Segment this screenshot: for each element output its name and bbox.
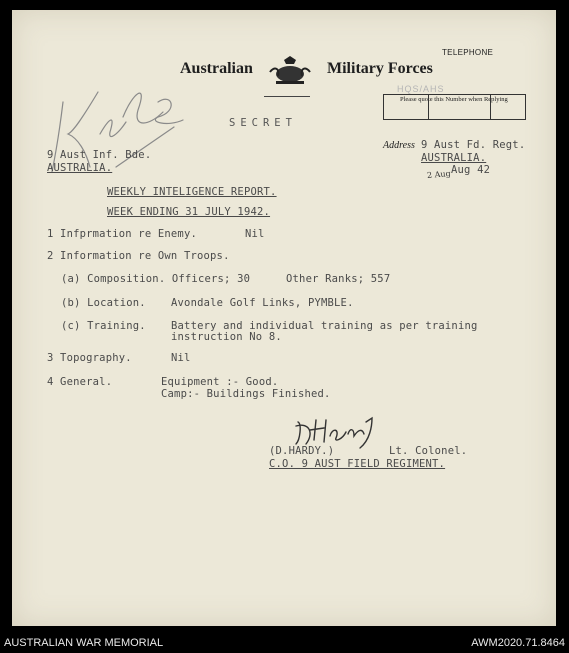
reference-box-2 <box>428 94 491 120</box>
item-2a-label: (a) Composition. Officers; 30 <box>61 273 251 285</box>
report-subtitle: WEEK ENDING 31 JULY 1942. <box>107 206 271 218</box>
reference-box-1 <box>383 94 429 120</box>
item-4-label: 4 General. <box>47 376 113 388</box>
footer-institution: AUSTRALIAN WAR MEMORIAL <box>4 637 164 649</box>
signatory-name: (D.HARDY.) <box>269 445 335 457</box>
to-line-1: 9 Aust Inf. Bde. <box>47 149 152 161</box>
letterhead-rule <box>264 96 310 97</box>
address-line-3: Aug 42 <box>451 164 491 176</box>
coat-of-arms-crest <box>266 56 314 86</box>
quote-note: Please quote this Number when Replying <box>400 96 508 103</box>
reference-stamp: HQS/AHS <box>397 84 445 94</box>
classification: SECRET <box>229 117 297 129</box>
item-2b-value: Avondale Golf Links, PYMBLE. <box>171 297 354 309</box>
item-2c-line-1: Battery and individual training as per training <box>171 320 478 332</box>
address-label: Address <box>383 140 415 151</box>
signatory-rank: Lt. Colonel. <box>389 445 468 457</box>
item-4-line-1: Equipment :- Good. <box>161 376 279 388</box>
item-3-value: Nil <box>171 352 191 364</box>
item-2c-line-2: instruction No 8. <box>171 331 282 343</box>
item-2-label: 2 Information re Own Troops. <box>47 250 230 262</box>
footer-accession-number: AWM2020.71.8464 <box>471 637 565 649</box>
handwritten-date: 2 Aug <box>426 168 452 181</box>
item-1-value: Nil <box>245 228 265 240</box>
item-4-line-2: Camp:- Buildings Finished. <box>161 388 331 400</box>
letterhead-right: Military Forces <box>327 60 433 77</box>
item-2b-label: (b) Location. <box>61 297 146 309</box>
letterhead-left: Australian <box>180 60 253 77</box>
report-title: WEEKLY INTELIGENCE REPORT. <box>107 186 277 198</box>
telephone-label: TELEPHONE <box>442 48 494 57</box>
address-line-1: 9 Aust Fd. Regt. <box>421 139 526 151</box>
item-2c-label: (c) Training. <box>61 320 146 332</box>
item-2a-value: Other Ranks; 557 <box>286 273 391 285</box>
to-line-2: AUSTRALIA. <box>47 162 113 174</box>
item-1-label: 1 Infprmation re Enemy. <box>47 228 197 240</box>
reference-box-3 <box>490 94 526 120</box>
signatory-unit: C.O. 9 AUST FIELD REGIMENT. <box>269 458 446 470</box>
address-line-2: AUSTRALIA. <box>421 152 487 164</box>
item-3-label: 3 Topography. <box>47 352 132 364</box>
